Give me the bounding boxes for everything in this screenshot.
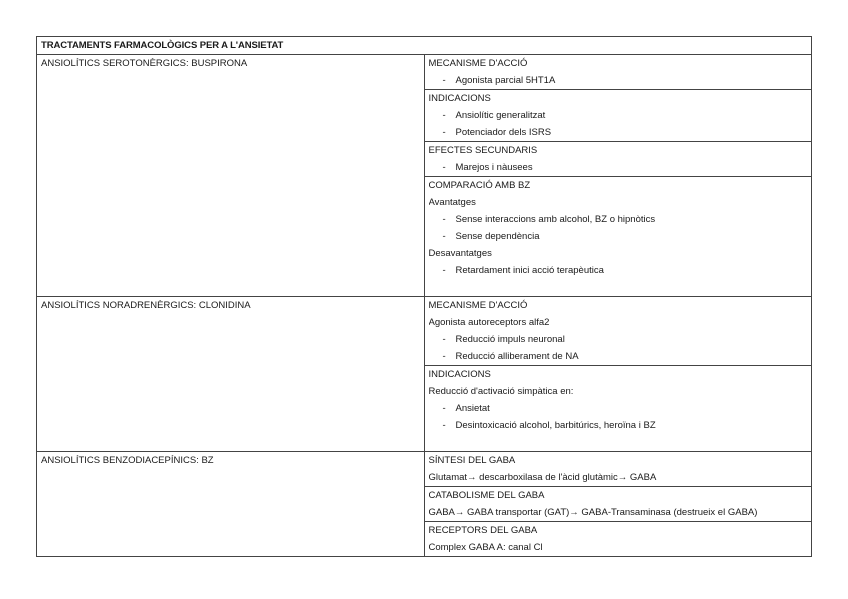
dash-marker: -: [442, 351, 446, 362]
text-line: Desavantatges: [428, 248, 492, 259]
blank-line: [429, 434, 808, 451]
blank-line: [429, 279, 808, 296]
bullet-text: Retardament inici acció terapèutica: [455, 265, 604, 276]
section-cell: [424, 297, 812, 366]
bullet-text: Reducció impuls neuronal: [455, 334, 565, 345]
bullet-item: [429, 211, 808, 228]
section-heading: EFECTES SECUNDARIS: [428, 145, 538, 156]
section-cell: [424, 177, 812, 297]
bullet-item: [429, 262, 808, 279]
section-heading: MECANISME D'ACCIÓ: [428, 300, 528, 311]
bullet-item: [429, 348, 808, 365]
category-cell: [37, 55, 425, 297]
bullet-text: Sense interaccions amb alcohol, BZ o hipnòtics: [455, 214, 656, 225]
section-cell: [424, 452, 812, 487]
table-row: [37, 55, 812, 90]
dash-marker: -: [442, 420, 446, 431]
section-heading: CATABOLISME DEL GABA: [428, 490, 545, 501]
bullet-text: Agonista parcial 5HT1A: [455, 75, 556, 86]
bullet-text: Ansietat: [455, 403, 490, 414]
bullet-item: [429, 159, 808, 176]
category-label: ANSIOLÍTICS BENZODIACEPÍNICS: BZ: [41, 455, 214, 466]
dash-marker: -: [442, 403, 446, 414]
table-title: TRACTAMENTS FARMACOLÒGICS PER A L'ANSIETAT: [37, 37, 812, 55]
title-row: [37, 37, 812, 55]
category-cell: [37, 297, 425, 452]
section-cell: [424, 487, 812, 522]
bullet-text: Potenciador dels ISRS: [455, 127, 552, 138]
section-cell: [424, 522, 812, 557]
bullet-item: [429, 72, 808, 89]
text-line: GABA→ GABA transportar (GAT)→ GABA-Transaminasa (destrueix el GABA): [428, 507, 758, 518]
dash-marker: -: [442, 214, 446, 225]
category-label: ANSIOLÍTICS NORADRENÈRGICS: CLONIDINA: [41, 300, 251, 311]
dash-marker: -: [442, 231, 446, 242]
bullet-item: [429, 124, 808, 141]
category-cell: [37, 452, 425, 557]
section-cell: [424, 366, 812, 452]
section-heading: INDICACIONS: [428, 369, 491, 380]
bullet-item: [429, 331, 808, 348]
section-cell: [424, 142, 812, 177]
bullet-text: Desintoxicació alcohol, barbitúrics, heroïna i BZ: [455, 420, 656, 431]
table-row: [37, 452, 812, 487]
dash-marker: -: [442, 334, 446, 345]
text-line: Glutamat→ descarboxilasa de l'àcid glutàmic→ GABA: [428, 472, 657, 483]
category-label: ANSIOLÍTICS SEROTONÈRGICS: BUSPIRONA: [41, 58, 248, 69]
section-cell: [424, 90, 812, 142]
section-heading: RECEPTORS DEL GABA: [428, 525, 538, 536]
bullet-item: [429, 107, 808, 124]
bullet-item: [429, 417, 808, 434]
section-heading: MECANISME D'ACCIÓ: [428, 58, 528, 69]
section-heading: SÍNTESI DEL GABA: [428, 455, 516, 466]
text-line: Complex GABA A: canal Cl: [428, 542, 543, 553]
bullet-text: Reducció alliberament de NA: [455, 351, 579, 362]
bullet-text: Sense dependència: [455, 231, 540, 242]
section-heading: COMPARACIÓ AMB BZ: [428, 180, 531, 191]
text-line: Reducció d'activació simpàtica en:: [428, 386, 574, 397]
bullet-text: Ansiolític generalitzat: [455, 110, 546, 121]
bullet-item: [429, 400, 808, 417]
table-body: [37, 55, 812, 557]
section-heading: INDICACIONS: [428, 93, 491, 104]
table-row: [37, 297, 812, 366]
dash-marker: -: [442, 75, 446, 86]
dash-marker: -: [442, 110, 446, 121]
dash-marker: -: [442, 265, 446, 276]
text-line: Avantatges: [428, 197, 476, 208]
bullet-text: Marejos i nàusees: [455, 162, 533, 173]
dash-marker: -: [442, 162, 446, 173]
dash-marker: -: [442, 127, 446, 138]
anxiety-treatments-table: [36, 36, 812, 557]
section-cell: [424, 55, 812, 90]
bullet-item: [429, 228, 808, 245]
text-line: Agonista autoreceptors alfa2: [428, 317, 550, 328]
